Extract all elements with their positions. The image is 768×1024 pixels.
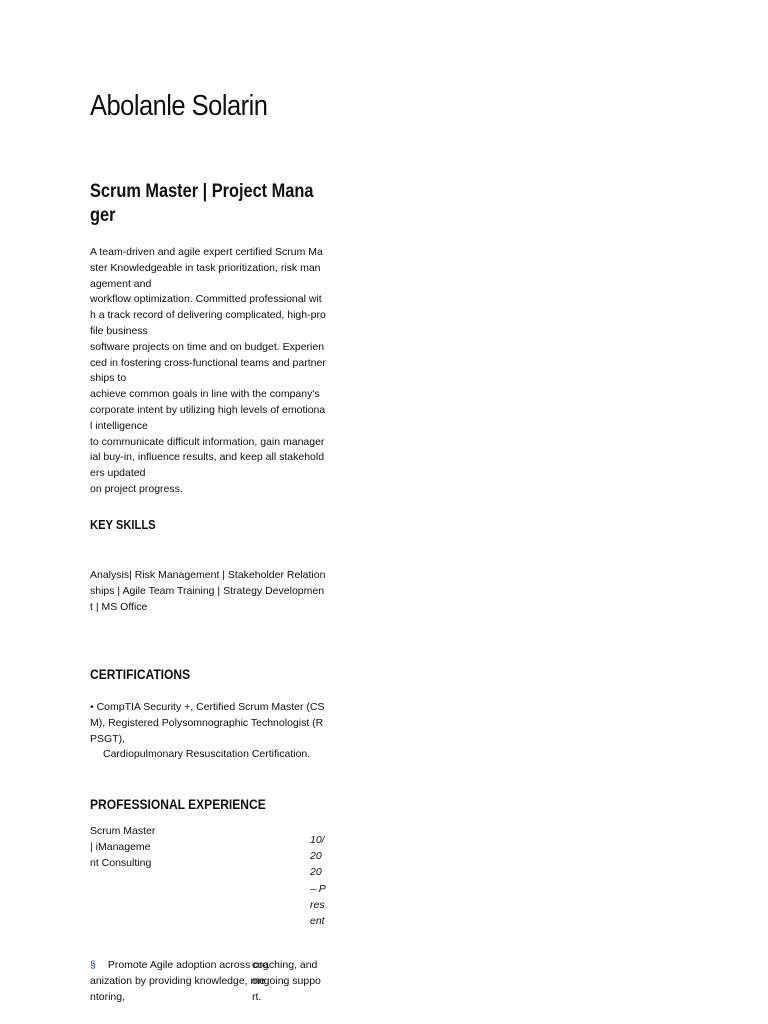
job-dates: 10/2020 – Present <box>310 834 326 928</box>
summary-line: workflow optimization. Committed professional with a track record of delivering complicated, high-profile business <box>90 293 326 337</box>
candidate-role: Scrum Master | Project Manager <box>90 181 314 226</box>
summary-line: on project progress. <box>90 482 183 495</box>
bullet-overflow-text: coaching, and ongoing support. <box>252 959 321 1004</box>
certifications-list <box>90 700 326 763</box>
summary-line: to communicate difficult information, gain managerial buy-in, influence results, and keep all stakeholders updated <box>90 435 325 480</box>
professional-summary <box>90 245 326 498</box>
job-title: Scrum Master | iManagement Consulting <box>90 825 156 870</box>
experience-heading: PROFESSIONAL EXPERIENCE <box>90 796 266 812</box>
certifications-heading: CERTIFICATIONS <box>90 666 191 682</box>
bullet-text: Promote Agile adoption across organization by providing knowledge, mentoring, <box>90 959 269 1004</box>
certification-item: • CompTIA Security +, Certified Scrum Master (CSM), Registered Polysomnographic Technologist (RPSGT), <box>90 701 325 745</box>
key-skills-text: Analysis| Risk Management | Stakeholder Relationships | Agile Team Training | Strategy Development | MS Office <box>90 569 326 613</box>
summary-line: achieve common goals in line with the company's corporate intent by utilizing high levels of emotional intelligence <box>90 388 326 432</box>
candidate-name: Abolanle Solarin <box>90 90 268 122</box>
summary-line: software projects on time and on budget. Experienced in fostering cross-functional teams and partnerships to <box>90 340 326 385</box>
key-skills-heading: KEY SKILLS <box>90 517 156 532</box>
certification-item: Cardiopulmonary Resuscitation Certification. <box>103 748 311 761</box>
summary-line: A team-driven and agile expert certified Scrum Master Knowledgeable in task prioritization, risk management and <box>90 246 323 290</box>
bullet-marker: § <box>90 959 96 971</box>
